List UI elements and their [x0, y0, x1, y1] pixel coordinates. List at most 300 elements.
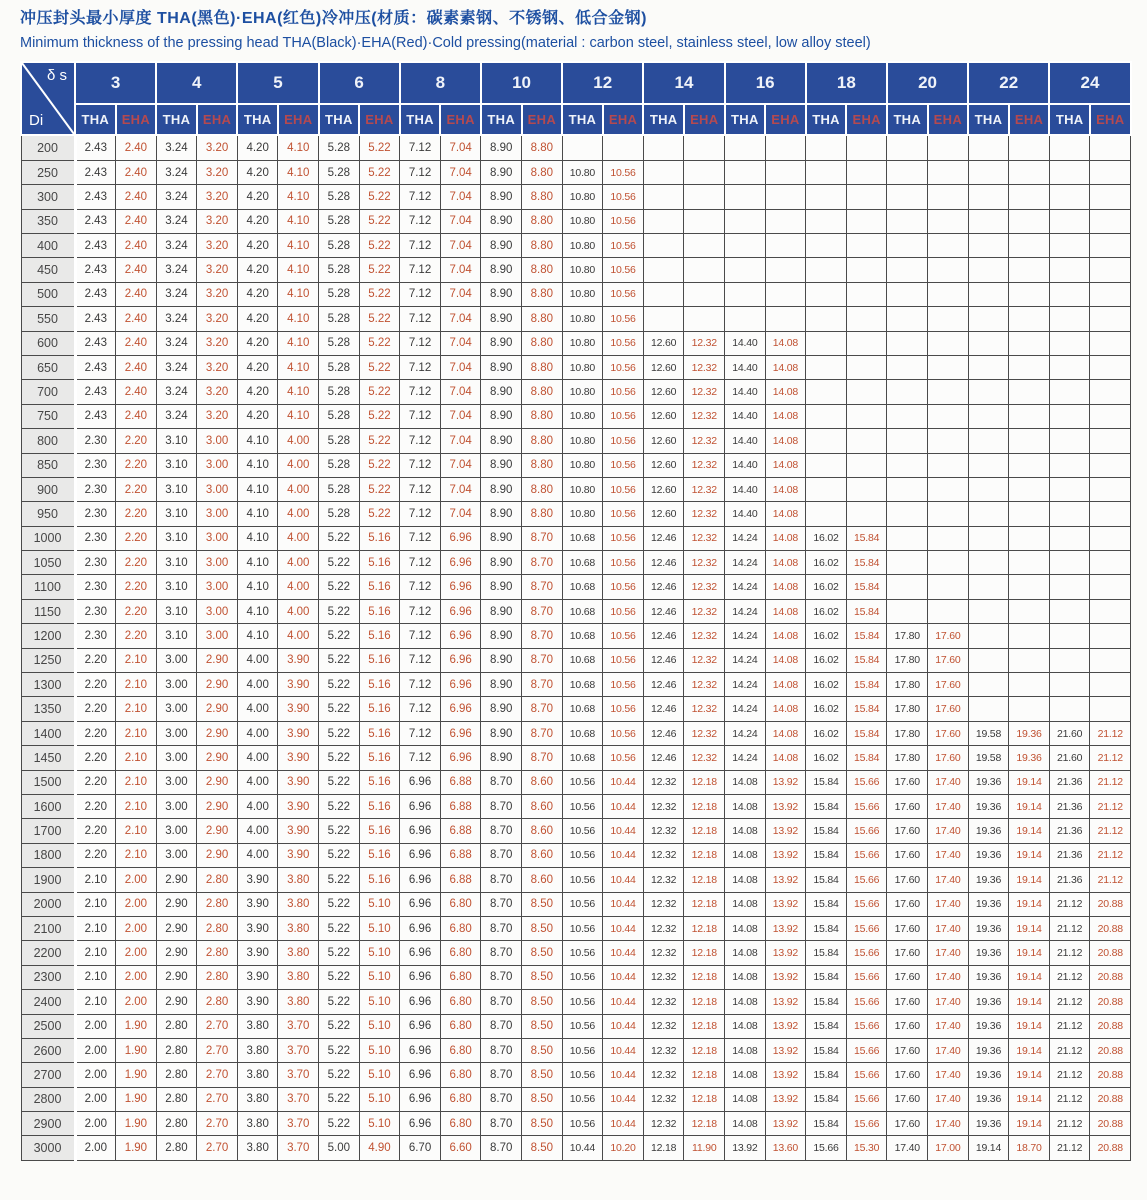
tha-cell: 12.60 [643, 380, 684, 404]
eha-cell: 3.70 [278, 1136, 319, 1160]
tha-cell [968, 551, 1009, 575]
tha-cell: 17.60 [887, 868, 928, 892]
eha-cell: 15.66 [846, 770, 887, 794]
tha-cell: 7.12 [400, 721, 441, 745]
tha-cell: 19.36 [968, 1014, 1009, 1038]
eha-cell: 15.66 [846, 1087, 887, 1111]
tha-cell [725, 185, 766, 209]
eha-cell [1009, 648, 1050, 672]
eha-cell: 7.04 [440, 307, 481, 331]
eha-cell: 10.44 [603, 941, 644, 965]
tha-cell [725, 258, 766, 282]
tha-cell: 14.40 [725, 404, 766, 428]
eha-cell: 5.16 [359, 526, 400, 550]
header-row-series [21, 104, 1131, 135]
tha-cell: 8.90 [481, 380, 522, 404]
eha-cell [928, 307, 969, 331]
tha-cell: 14.24 [725, 624, 766, 648]
tha-cell: 17.60 [887, 1038, 928, 1062]
eha-cell: 17.60 [928, 648, 969, 672]
tha-cell: 7.12 [400, 160, 441, 184]
eha-cell: 8.60 [522, 868, 563, 892]
tha-cell: 13.92 [725, 1136, 766, 1160]
tha-cell: 7.12 [400, 355, 441, 379]
tha-cell: 10.80 [562, 355, 603, 379]
eha-cell: 1.90 [116, 1063, 157, 1087]
tha-cell: 16.02 [806, 526, 847, 550]
eha-cell: 5.22 [359, 404, 400, 428]
eha-cell: 14.08 [765, 599, 806, 623]
eha-cell: 3.70 [278, 1014, 319, 1038]
di-cell: 1600 [21, 794, 75, 818]
tha-cell [968, 453, 1009, 477]
tha-cell: 5.28 [319, 135, 360, 160]
eha-cell [1009, 575, 1050, 599]
eha-cell [765, 282, 806, 306]
di-cell: 1150 [21, 599, 75, 623]
eha-cell: 6.88 [440, 819, 481, 843]
eha-cell: 17.40 [928, 1063, 969, 1087]
tha-cell: 3.80 [237, 1136, 278, 1160]
tha-cell: 8.70 [481, 843, 522, 867]
tha-cell: 6.96 [400, 1014, 441, 1038]
tha-cell: 3.10 [156, 429, 197, 453]
eha-cell: 12.32 [684, 599, 725, 623]
eha-cell [1009, 502, 1050, 526]
table-row [21, 770, 1131, 794]
eha-cell: 10.44 [603, 843, 644, 867]
tha-cell: 6.96 [400, 1112, 441, 1136]
tha-cell [1049, 258, 1090, 282]
tha-cell: 12.32 [643, 770, 684, 794]
eha-cell: 5.22 [359, 380, 400, 404]
tha-cell: 17.60 [887, 892, 928, 916]
tha-cell: 2.10 [75, 941, 116, 965]
eha-cell [846, 282, 887, 306]
tha-cell: 19.36 [968, 1112, 1009, 1136]
eha-cell: 14.08 [765, 526, 806, 550]
tha-cell: 12.32 [643, 990, 684, 1014]
tha-cell: 3.24 [156, 135, 197, 160]
eha-cell [1090, 209, 1131, 233]
tha-cell: 3.24 [156, 185, 197, 209]
table-row [21, 1112, 1131, 1136]
eha-cell [684, 258, 725, 282]
eha-cell: 17.40 [928, 1038, 969, 1062]
tha-cell: 8.70 [481, 965, 522, 989]
di-cell: 2400 [21, 990, 75, 1014]
eha-cell: 2.10 [116, 770, 157, 794]
tha-header: THA [806, 104, 847, 135]
eha-cell: 5.22 [359, 185, 400, 209]
di-cell: 300 [21, 185, 75, 209]
eha-cell: 17.40 [928, 965, 969, 989]
tha-cell: 3.80 [237, 1112, 278, 1136]
header-row-thickness [21, 62, 1131, 104]
eha-cell: 2.40 [116, 331, 157, 355]
eha-cell [1009, 429, 1050, 453]
eha-cell: 3.00 [197, 575, 238, 599]
tha-cell: 6.96 [400, 916, 441, 940]
eha-cell: 2.40 [116, 355, 157, 379]
eha-cell: 19.14 [1009, 819, 1050, 843]
tha-cell: 7.12 [400, 746, 441, 770]
eha-cell: 20.88 [1090, 892, 1131, 916]
tha-cell: 6.96 [400, 965, 441, 989]
tha-cell: 17.60 [887, 965, 928, 989]
eha-cell: 14.08 [765, 673, 806, 697]
eha-cell: 4.00 [278, 477, 319, 501]
eha-cell: 19.14 [1009, 990, 1050, 1014]
eha-cell: 20.88 [1090, 916, 1131, 940]
tha-cell: 5.28 [319, 307, 360, 331]
eha-cell: 6.88 [440, 843, 481, 867]
table-row [21, 1063, 1131, 1087]
thickness-col-header: 14 [643, 62, 724, 104]
eha-cell: 8.80 [522, 380, 563, 404]
tha-cell: 8.90 [481, 673, 522, 697]
eha-cell: 13.92 [765, 794, 806, 818]
eha-cell: 5.22 [359, 282, 400, 306]
tha-cell: 15.84 [806, 1038, 847, 1062]
eha-cell: 8.80 [522, 307, 563, 331]
tha-cell: 8.70 [481, 819, 522, 843]
tha-cell: 7.12 [400, 258, 441, 282]
tha-cell: 7.12 [400, 624, 441, 648]
thickness-col-header: 12 [562, 62, 643, 104]
tha-cell: 3.00 [156, 721, 197, 745]
tha-cell: 2.00 [75, 1087, 116, 1111]
di-cell: 2000 [21, 892, 75, 916]
eha-cell: 8.50 [522, 1136, 563, 1160]
table-row [21, 282, 1131, 306]
tha-cell: 5.28 [319, 429, 360, 453]
eha-cell: 2.40 [116, 380, 157, 404]
tha-cell [968, 599, 1009, 623]
eha-cell: 12.32 [684, 673, 725, 697]
tha-cell: 10.56 [562, 892, 603, 916]
tha-cell: 5.28 [319, 502, 360, 526]
tha-cell: 5.28 [319, 160, 360, 184]
tha-cell: 5.28 [319, 209, 360, 233]
eha-cell [684, 282, 725, 306]
tha-cell: 3.24 [156, 258, 197, 282]
eha-cell: 4.10 [278, 331, 319, 355]
eha-cell: 15.84 [846, 575, 887, 599]
tha-cell: 10.80 [562, 331, 603, 355]
eha-cell [1090, 258, 1131, 282]
eha-cell: 3.20 [197, 160, 238, 184]
tha-cell: 15.84 [806, 892, 847, 916]
eha-cell: 5.22 [359, 135, 400, 160]
tha-cell: 4.20 [237, 331, 278, 355]
tha-cell: 5.22 [319, 673, 360, 697]
tha-cell: 6.96 [400, 1087, 441, 1111]
eha-cell: 6.80 [440, 1014, 481, 1038]
table-row [21, 624, 1131, 648]
tha-cell: 12.60 [643, 477, 684, 501]
eha-cell: 6.96 [440, 673, 481, 697]
eha-cell: 12.32 [684, 331, 725, 355]
eha-cell: 15.66 [846, 1038, 887, 1062]
eha-cell: 5.22 [359, 307, 400, 331]
tha-cell: 19.58 [968, 746, 1009, 770]
tha-cell: 3.90 [237, 965, 278, 989]
eha-cell: 8.60 [522, 843, 563, 867]
eha-cell [846, 502, 887, 526]
thickness-col-header: 22 [968, 62, 1049, 104]
eha-cell: 3.00 [197, 599, 238, 623]
eha-cell: 21.12 [1090, 794, 1131, 818]
eha-cell [765, 160, 806, 184]
eha-cell: 5.16 [359, 673, 400, 697]
tha-cell: 10.80 [562, 502, 603, 526]
tha-cell: 12.60 [643, 453, 684, 477]
tha-header: THA [968, 104, 1009, 135]
tha-cell: 5.22 [319, 1038, 360, 1062]
eha-cell: 5.22 [359, 331, 400, 355]
tha-cell: 17.40 [887, 1136, 928, 1160]
tha-cell: 4.10 [237, 477, 278, 501]
eha-cell: 5.16 [359, 648, 400, 672]
eha-cell [1090, 331, 1131, 355]
eha-cell: 21.12 [1090, 843, 1131, 867]
tha-cell: 4.00 [237, 843, 278, 867]
eha-cell: 3.80 [278, 868, 319, 892]
eha-cell: 8.50 [522, 990, 563, 1014]
di-cell: 350 [21, 209, 75, 233]
eha-cell: 15.84 [846, 648, 887, 672]
tha-cell [643, 234, 684, 258]
tha-cell: 3.00 [156, 648, 197, 672]
eha-cell: 19.14 [1009, 770, 1050, 794]
tha-cell: 2.43 [75, 331, 116, 355]
tha-cell: 21.12 [1049, 1063, 1090, 1087]
eha-cell: 4.10 [278, 258, 319, 282]
table-row [21, 209, 1131, 233]
eha-cell: 7.04 [440, 258, 481, 282]
thickness-col-header: 5 [237, 62, 318, 104]
eha-cell: 4.00 [278, 551, 319, 575]
tha-header: THA [562, 104, 603, 135]
tha-cell: 8.90 [481, 746, 522, 770]
eha-cell: 12.32 [684, 697, 725, 721]
tha-cell [968, 502, 1009, 526]
eha-cell: 3.00 [197, 526, 238, 550]
tha-cell: 10.80 [562, 282, 603, 306]
eha-cell: 20.88 [1090, 990, 1131, 1014]
tha-header: THA [156, 104, 197, 135]
tha-cell: 7.12 [400, 453, 441, 477]
tha-cell: 15.84 [806, 868, 847, 892]
tha-cell: 15.84 [806, 843, 847, 867]
tha-cell: 14.08 [725, 965, 766, 989]
eha-cell: 12.32 [684, 551, 725, 575]
tha-cell: 21.12 [1049, 916, 1090, 940]
eha-cell: 21.12 [1090, 819, 1131, 843]
tha-cell [562, 135, 603, 160]
tha-cell [806, 160, 847, 184]
tha-cell: 12.32 [643, 819, 684, 843]
tha-cell: 21.12 [1049, 1112, 1090, 1136]
table-row [21, 746, 1131, 770]
tha-cell: 16.02 [806, 697, 847, 721]
tha-cell [968, 526, 1009, 550]
table-row [21, 502, 1131, 526]
eha-cell: 20.88 [1090, 941, 1131, 965]
eha-cell: 3.00 [197, 477, 238, 501]
eha-cell: 3.90 [278, 673, 319, 697]
tha-cell: 8.70 [481, 916, 522, 940]
eha-cell: 14.08 [765, 721, 806, 745]
tha-cell: 10.68 [562, 648, 603, 672]
tha-cell: 12.32 [643, 1063, 684, 1087]
tha-cell: 21.12 [1049, 1087, 1090, 1111]
tha-cell: 3.00 [156, 673, 197, 697]
eha-cell: 12.18 [684, 1063, 725, 1087]
eha-cell [1090, 135, 1131, 160]
eha-cell: 7.04 [440, 331, 481, 355]
eha-cell: 2.10 [116, 746, 157, 770]
tha-cell: 2.20 [75, 819, 116, 843]
eha-cell: 3.20 [197, 380, 238, 404]
tha-cell: 19.36 [968, 1063, 1009, 1087]
eha-cell: 5.10 [359, 1014, 400, 1038]
eha-cell: 10.44 [603, 916, 644, 940]
tha-cell: 15.84 [806, 990, 847, 1014]
eha-cell: 6.80 [440, 1038, 481, 1062]
tha-cell: 15.84 [806, 1087, 847, 1111]
eha-cell: 15.66 [846, 1063, 887, 1087]
tha-cell: 8.70 [481, 794, 522, 818]
tha-cell [1049, 551, 1090, 575]
tha-cell: 6.96 [400, 990, 441, 1014]
tha-cell [643, 282, 684, 306]
tha-header: THA [319, 104, 360, 135]
eha-cell: 10.56 [603, 453, 644, 477]
eha-cell: 2.70 [197, 1063, 238, 1087]
di-cell: 2300 [21, 965, 75, 989]
eha-cell: 12.18 [684, 916, 725, 940]
tha-cell: 6.96 [400, 819, 441, 843]
eha-cell: 19.14 [1009, 868, 1050, 892]
tha-cell: 3.00 [156, 794, 197, 818]
eha-cell: 19.14 [1009, 843, 1050, 867]
tha-cell: 3.10 [156, 526, 197, 550]
tha-cell: 6.96 [400, 794, 441, 818]
tha-cell [806, 135, 847, 160]
eha-cell: 8.50 [522, 941, 563, 965]
tha-cell [806, 502, 847, 526]
tha-cell: 7.12 [400, 282, 441, 306]
eha-cell [846, 331, 887, 355]
eha-cell: 20.88 [1090, 1063, 1131, 1087]
di-cell: 950 [21, 502, 75, 526]
eha-cell: 10.56 [603, 477, 644, 501]
eha-cell: 12.32 [684, 624, 725, 648]
tha-cell: 5.28 [319, 453, 360, 477]
table-header [21, 62, 1131, 135]
eha-cell: 7.04 [440, 234, 481, 258]
di-cell: 3000 [21, 1136, 75, 1160]
tha-cell [1049, 575, 1090, 599]
eha-cell: 15.66 [846, 965, 887, 989]
tha-cell: 17.60 [887, 941, 928, 965]
eha-cell: 13.92 [765, 770, 806, 794]
tha-cell: 2.80 [156, 1063, 197, 1087]
eha-cell: 3.90 [278, 648, 319, 672]
tha-cell: 10.80 [562, 380, 603, 404]
eha-cell: 4.00 [278, 575, 319, 599]
tha-cell: 7.12 [400, 307, 441, 331]
tha-cell [725, 209, 766, 233]
tha-cell: 8.90 [481, 502, 522, 526]
eha-cell: 2.90 [197, 697, 238, 721]
tha-header: THA [75, 104, 116, 135]
eha-cell [603, 135, 644, 160]
eha-cell: 4.10 [278, 307, 319, 331]
tha-cell: 19.58 [968, 721, 1009, 745]
eha-cell [928, 380, 969, 404]
tha-cell [887, 575, 928, 599]
eha-cell: 20.88 [1090, 1136, 1131, 1160]
eha-cell [928, 404, 969, 428]
tha-cell: 7.12 [400, 135, 441, 160]
tha-cell: 3.80 [237, 1014, 278, 1038]
tha-cell: 12.46 [643, 721, 684, 745]
eha-cell: 13.60 [765, 1136, 806, 1160]
tha-cell: 10.68 [562, 526, 603, 550]
eha-cell: 12.18 [684, 1112, 725, 1136]
tha-cell [887, 355, 928, 379]
tha-cell: 14.24 [725, 721, 766, 745]
eha-cell: 2.40 [116, 404, 157, 428]
thickness-col-header: 3 [75, 62, 156, 104]
eha-cell [1009, 331, 1050, 355]
eha-cell: 4.10 [278, 355, 319, 379]
eha-cell: 17.60 [928, 697, 969, 721]
eha-cell: 12.18 [684, 1038, 725, 1062]
eha-cell: 2.10 [116, 819, 157, 843]
table-row [21, 843, 1131, 867]
eha-cell: 3.20 [197, 282, 238, 306]
table-row [21, 721, 1131, 745]
eha-cell: 6.96 [440, 746, 481, 770]
tha-cell: 10.56 [562, 1087, 603, 1111]
eha-cell: 14.08 [765, 502, 806, 526]
eha-cell: 5.10 [359, 916, 400, 940]
tha-cell [806, 209, 847, 233]
tha-cell: 5.22 [319, 551, 360, 575]
tha-cell: 7.12 [400, 502, 441, 526]
eha-cell: 15.66 [846, 794, 887, 818]
eha-cell: 2.90 [197, 843, 238, 867]
eha-cell [928, 258, 969, 282]
tha-cell: 17.60 [887, 1112, 928, 1136]
tha-cell: 17.60 [887, 843, 928, 867]
tha-cell [968, 282, 1009, 306]
tha-cell: 17.80 [887, 624, 928, 648]
eha-cell: 3.90 [278, 770, 319, 794]
corner-cell [21, 62, 75, 135]
tha-header: THA [481, 104, 522, 135]
di-cell: 1250 [21, 648, 75, 672]
tha-cell [806, 453, 847, 477]
eha-cell [846, 160, 887, 184]
tha-cell: 2.20 [75, 794, 116, 818]
di-cell: 1700 [21, 819, 75, 843]
tha-cell: 5.22 [319, 965, 360, 989]
